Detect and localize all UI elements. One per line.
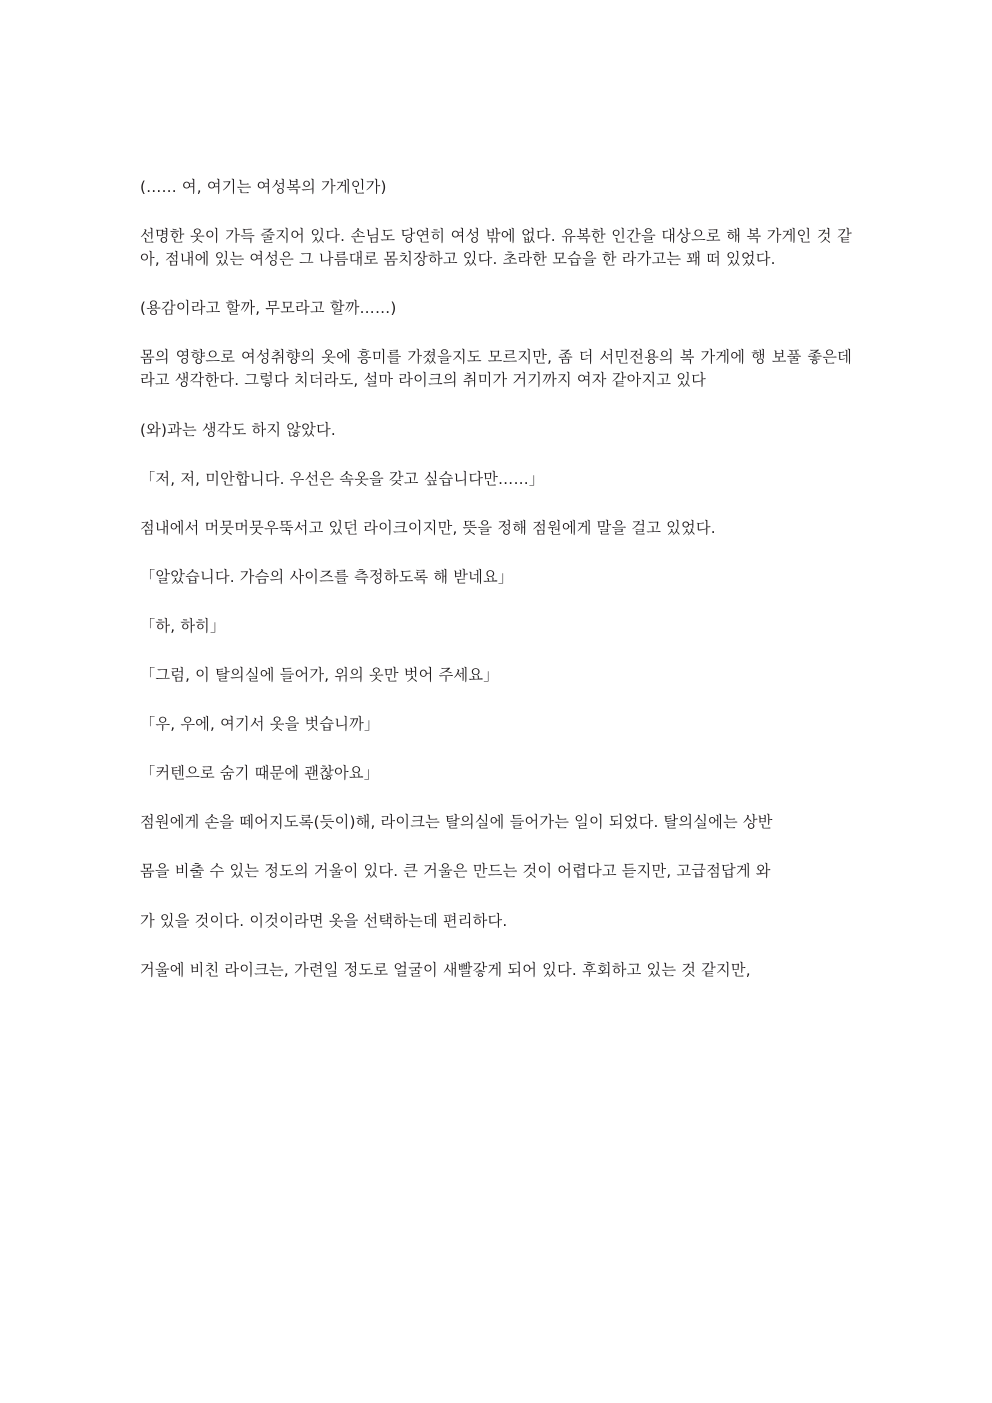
paragraph: 「우, 우에, 여기서 옷을 벗습니까」 bbox=[140, 715, 380, 734]
paragraph: 「커텐으로 숨기 때문에 괜찮아요」 bbox=[140, 764, 380, 783]
paragraph: 「그럼, 이 탈의실에 들어가, 위의 옷만 벗어 주세요」 bbox=[140, 666, 499, 685]
paragraph: 몸을 비출 수 있는 정도의 거울이 있다. 큰 거울은 만드는 것이 어렵다고 듣지만, 고급점답게 와 bbox=[140, 862, 771, 881]
paragraph: 점원에게 손을 떼어지도록(듯이)해, 라이크는 탈의실에 들어가는 일이 되었다. 탈의실에는 상반 bbox=[140, 813, 773, 832]
paragraph: 「알았습니다. 가슴의 사이즈를 측정하도록 해 받네요」 bbox=[140, 567, 514, 586]
paragraph: 「하, 하히」 bbox=[140, 616, 226, 635]
paragraph: (…… 여, 여기는 여성복의 가게인가) bbox=[140, 178, 387, 196]
paragraph: 몸의 영향으로 여성취향의 옷에 흥미를 가졌을지도 모르지만, 좀 더 서민전용의 복 가게에 행 보풀 좋은데라고 생각한다. 그렇다 치더라도, 설마 라이크의 취미가 거기까지 여자 같아지고 있다 bbox=[140, 348, 852, 390]
paragraph: (용감이라고 할까, 무모라고 할까……) bbox=[140, 299, 397, 318]
document-body bbox=[140, 176, 852, 982]
paragraph: (와)과는 생각도 하지 않았다. bbox=[140, 420, 336, 439]
paragraph: 「저, 저, 미안합니다. 우선은 속옷을 갖고 싶습니다만……」 bbox=[140, 469, 545, 488]
paragraph: 선명한 옷이 가득 줄지어 있다. 손님도 당연히 여성 밖에 없다. 유복한 인간을 대상으로 해 복 가게인 것 같아, 점내에 있는 여성은 그 나름대로 몸치장하고 있다. 초라한 모습을 한 라가고는 꽤 떠 있었다. bbox=[140, 227, 852, 269]
paragraph: 가 있을 것이다. 이것이라면 옷을 선택하는데 편리하다. bbox=[140, 911, 508, 930]
paragraph: 점내에서 머뭇머뭇우뚝서고 있던 라이크이지만, 뜻을 정해 점원에게 말을 걸고 있었다. bbox=[140, 518, 716, 537]
paragraph: 거울에 비친 라이크는, 가련일 정도로 얼굴이 새빨갛게 되어 있다. 후회하고 있는 것 같지만, bbox=[140, 960, 751, 979]
